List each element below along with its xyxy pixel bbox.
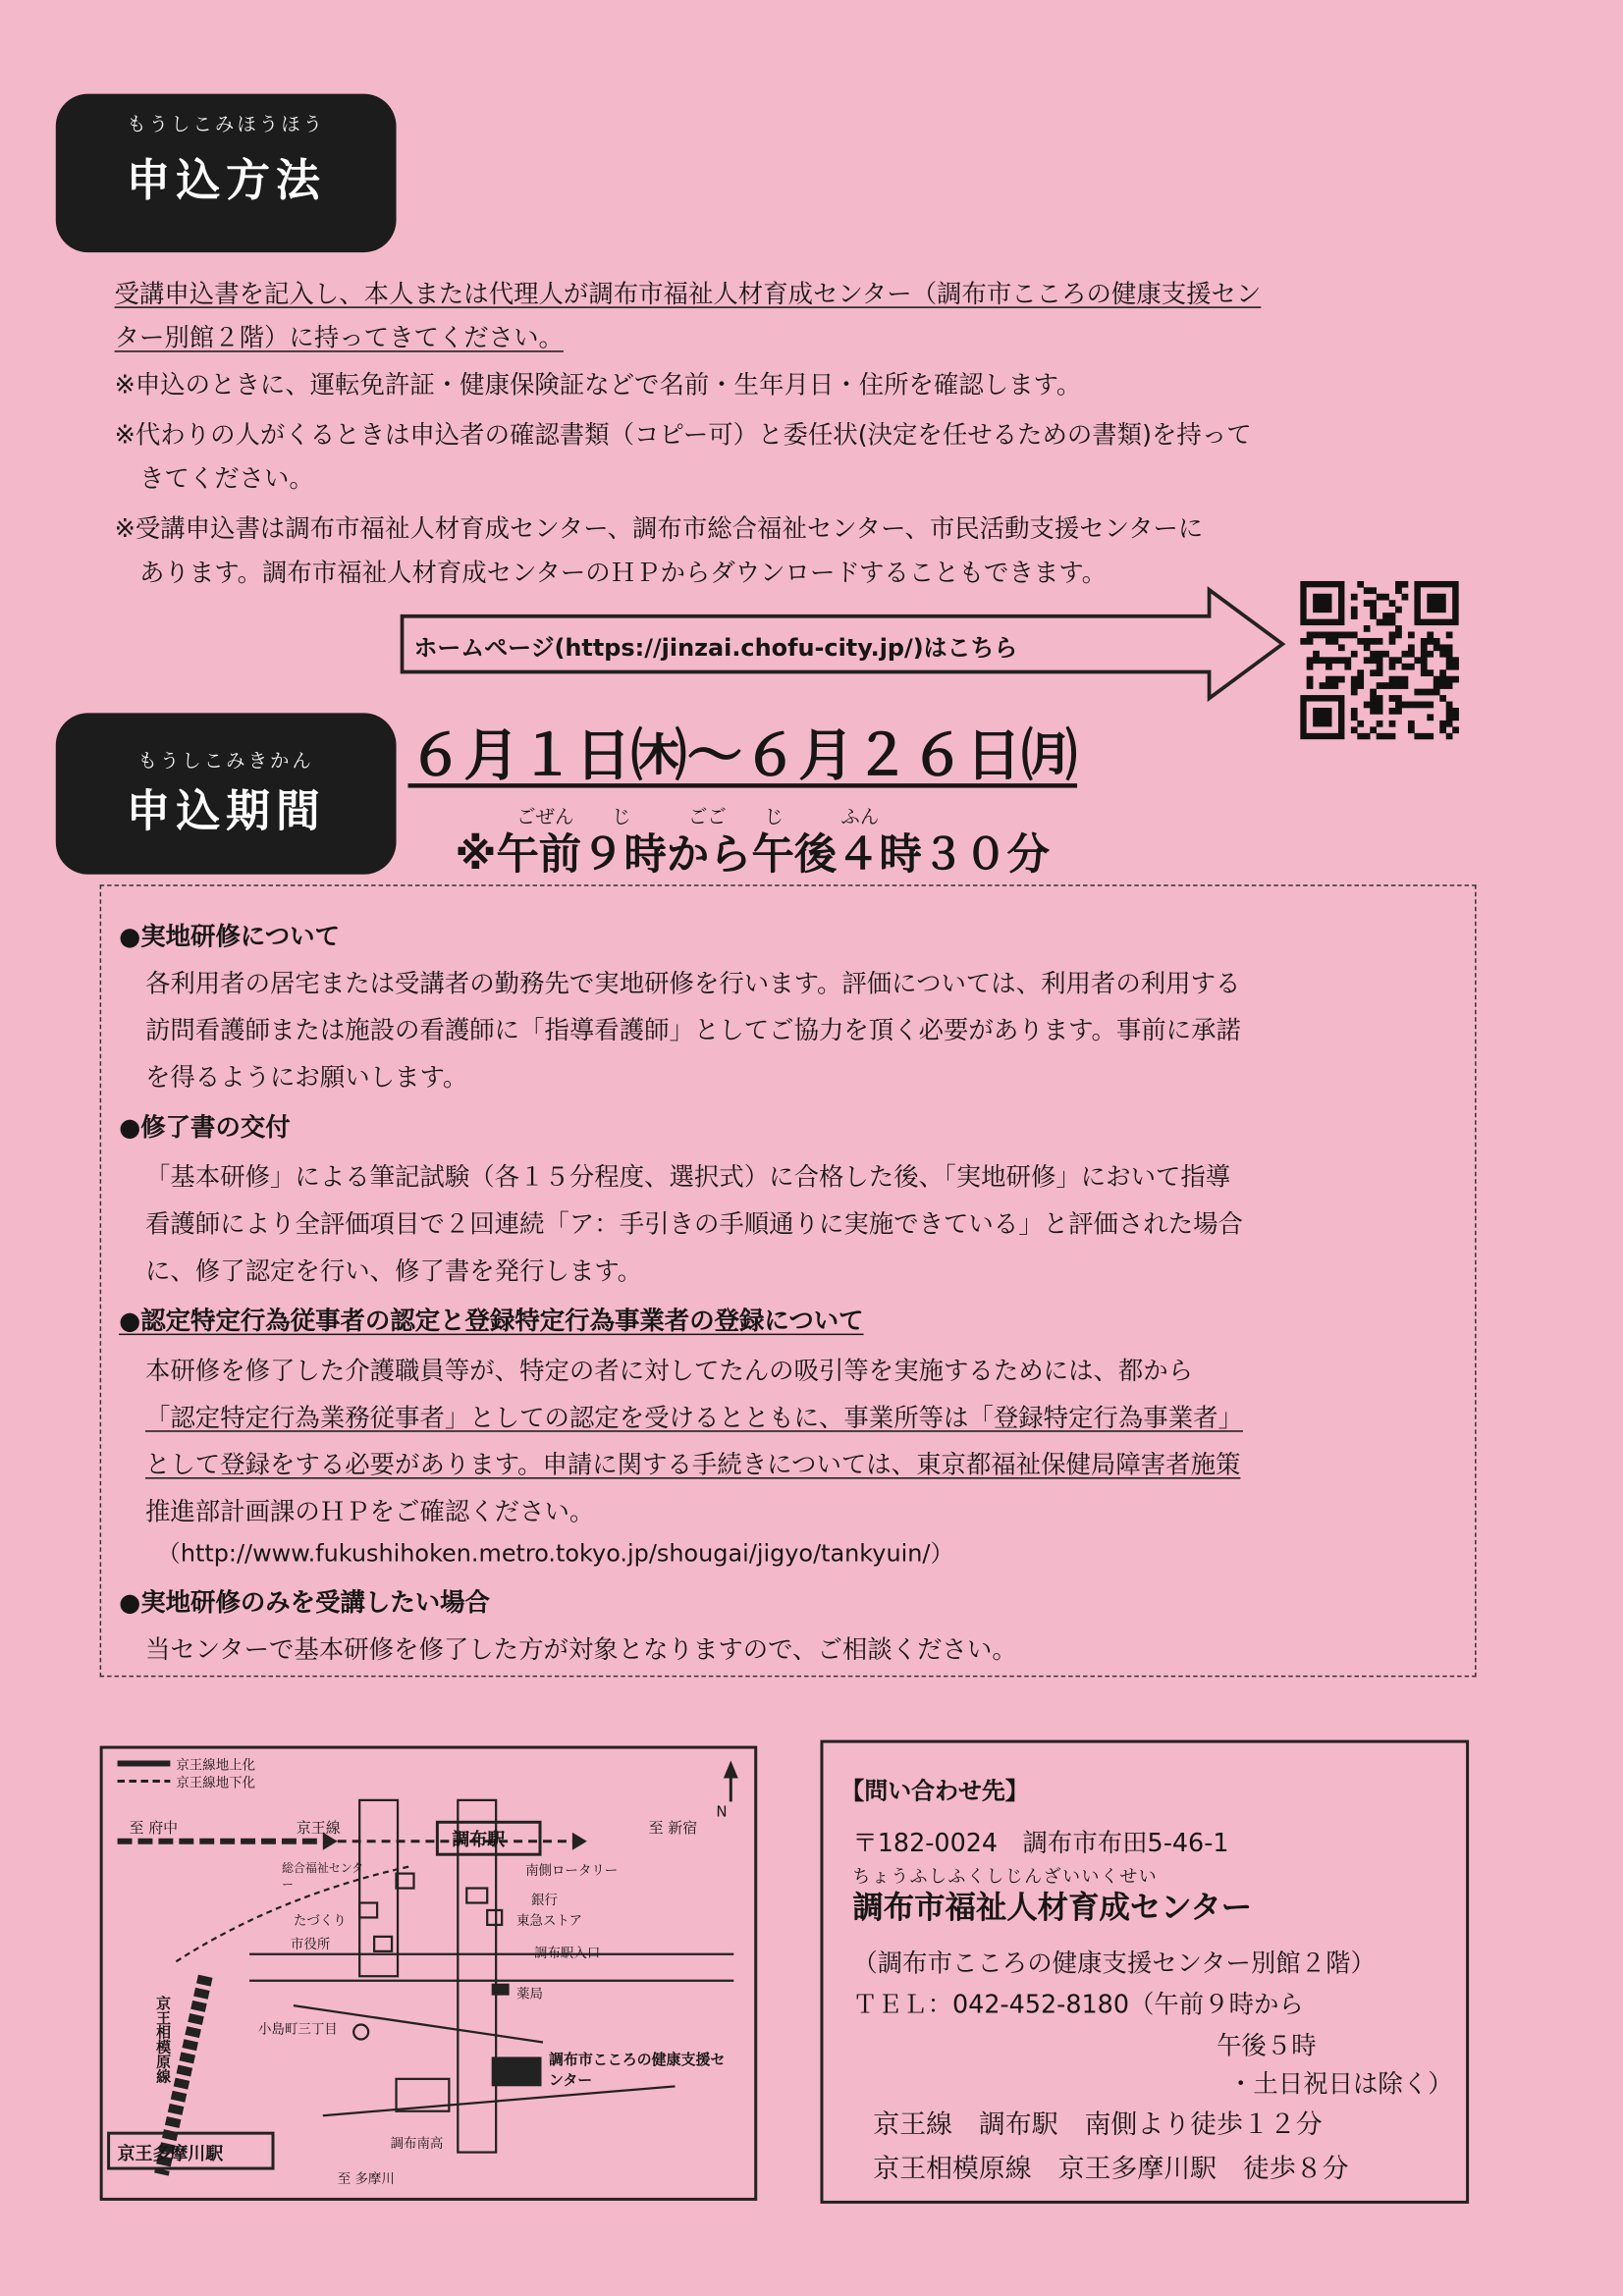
map-label-city-hall: 市役所 — [290, 1938, 331, 1953]
note-4-heading: ●実地研修のみを受講したい場合 — [119, 1588, 490, 1619]
map-label-kojima-cho: 小島町三丁目 — [258, 2023, 338, 2038]
method-line-1: 受講申込書を記入し、本人または代理人が調布市福祉人材育成センター（調布市こころの健康支援セン — [114, 280, 1262, 310]
map-label-tamagawa: 至 多摩川 — [337, 2172, 395, 2188]
note-2-heading: ●修了書の交付 — [119, 1113, 291, 1144]
map-label-tamagawa-station: 京王多摩川駅 — [117, 2143, 224, 2164]
period-ruby: もうしこみきかん — [137, 751, 314, 774]
note-2-line-1: 「基本研修」による筆記試験（各１５分程度、選択式）に合格した後、「実地研修」において指導 — [144, 1163, 1231, 1194]
qr-code-icon[interactable] — [1300, 581, 1461, 739]
method-line-5: きてください。 — [114, 464, 314, 495]
map-label-chofu-station: 調布駅 — [452, 1829, 506, 1850]
contact-access-2: 京王相模原線 京王多摩川駅 徒歩８分 — [873, 2154, 1349, 2185]
method-line-2: ター別館２階）に持ってきてください。 — [114, 324, 564, 354]
period-time-ruby: ごぜん じ ごご じ ふん — [516, 807, 880, 829]
period-time: ※午前９時から午後４時３０分 — [455, 828, 1050, 880]
map-label-tazukuri: たづくり — [293, 1914, 347, 1930]
note-3-line-3: として登録をする必要があります。申請に関する手続きについては、東京都福祉保健局障害者施策 — [144, 1451, 1241, 1481]
contact-org-ruby: ちょうふしふくしじんざいいくせい — [852, 1866, 1159, 1888]
map-label-shinjuku: 至 新宿 — [648, 1820, 698, 1838]
method-line-7: あります。調布市福祉人材育成センターのＨＰからダウンロードすることもできます。 — [114, 559, 1108, 589]
contact-closed: ・土日祝日は除く） — [1227, 2069, 1453, 2100]
note-4-line-1: 当センターで基本研修を修了した方が対象となりますので、ご相談ください。 — [144, 1635, 1017, 1666]
contact-box — [820, 1740, 1469, 2204]
map-legend-below: 京王線地下化 — [176, 1776, 256, 1791]
contact-hours: 午後５時 — [1217, 2032, 1317, 2061]
map-label-welfare-center: 総合福祉センター — [281, 1861, 364, 1892]
method-line-4: ※代わりの人がくるときは申込者の確認書類（コピー可）と委任状(決定を任せるための書類)を持って — [114, 420, 1252, 451]
contact-postal: 〒182-0024 調布市布田5-46-1 — [852, 1829, 1229, 1859]
contact-org: 調布市福祉人材育成センター — [852, 1890, 1253, 1925]
period-title: 申込期間 — [126, 786, 326, 838]
map-label-keio-line: 京王線 — [296, 1820, 341, 1838]
contact-heading: 【問い合わせ先】 — [840, 1776, 1029, 1805]
section-badge-period — [56, 713, 397, 874]
map-north: N — [716, 1804, 728, 1821]
access-map — [100, 1746, 758, 2201]
notes-box — [100, 884, 1477, 1677]
note-3-line-4: 推進部計画課のＨＰをご確認ください。 — [144, 1497, 595, 1527]
note-3-line-2: 「認定特定行為業務従事者」としての認定を受けるとともに、事業所等は「登録特定行為事業者」 — [144, 1404, 1243, 1434]
note-1-line-3: を得るようにお願いします。 — [144, 1063, 468, 1094]
note-1-line-1: 各利用者の居宅または受講者の勤務先で実地研修を行います。評価については、利用者の利用する — [144, 969, 1241, 999]
period-dates: ６月１日㈭～６月２６日㈪ — [407, 722, 1078, 788]
map-label-pharmacy: 薬局 — [516, 1988, 544, 2003]
map-label-sagamihara-line: 京王相模原線 — [152, 1995, 169, 2084]
note-1-heading: ●実地研修について — [119, 923, 340, 952]
method-line-3: ※申込のときに、運転免許証・健康保険証などで名前・生年月日・住所を確認します。 — [114, 371, 1082, 401]
note-2-line-3: に、修了認定を行い、修了書を発行します。 — [144, 1256, 643, 1287]
contact-access-1: 京王線 調布駅 南側より徒歩１２分 — [873, 2109, 1323, 2141]
method-ruby: もうしこみほうほう — [127, 114, 326, 136]
note-3-url-link[interactable]: （http://www.fukushihoken.metro.tokyo.jp/shougai/jigyo/tankyuin/） — [156, 1538, 954, 1568]
homepage-link[interactable]: ホームページ(https://jinzai.chofu-city.jp/)はこちら — [413, 633, 1018, 663]
note-3-heading: ●認定特定行為従事者の認定と登録特定行為事業者の登録について — [119, 1307, 864, 1337]
map-legend-above: 京王線地上化 — [176, 1759, 256, 1774]
method-title: 申込方法 — [126, 155, 326, 207]
contact-tel: ＴＥＬ：042-452-8180（午前９時から — [852, 1991, 1304, 2021]
note-3-line-1: 本研修を修了した介護職員等が、特定の者に対してたんの吸引等を実施するためには、都から — [144, 1357, 1194, 1387]
map-label-fuchu: 至 府中 — [129, 1820, 179, 1838]
note-2-line-2: 看護師により全評価項目で２回連続「ア：手引きの手順通りに実施できている」と評価された場合 — [144, 1210, 1243, 1240]
map-label-bank: 銀行 — [531, 1894, 558, 1909]
map-label-station-entrance: 調布駅入口 — [534, 1947, 601, 1962]
map-label-target: 調布市こころの健康支援センター — [548, 2052, 726, 2090]
map-label-tokyu-store: 東急ストア — [516, 1914, 582, 1930]
note-1-line-2: 訪問看護師または施設の看護師に「指導看護師」としてご協力を頂く必要があります。事前に承諾 — [144, 1016, 1241, 1046]
method-line-6: ※受講申込書は調布市福祉人材育成センター、調布市総合福祉センター、市民活動支援センターに — [114, 514, 1204, 545]
map-label-chofu-minami-high: 調布南高 — [390, 2137, 444, 2153]
map-label-south-rotary: 南側ロータリー — [525, 1864, 619, 1880]
section-badge-method — [56, 94, 397, 252]
contact-org-sub: （調布市こころの健康支援センター別館２階） — [852, 1949, 1376, 1980]
